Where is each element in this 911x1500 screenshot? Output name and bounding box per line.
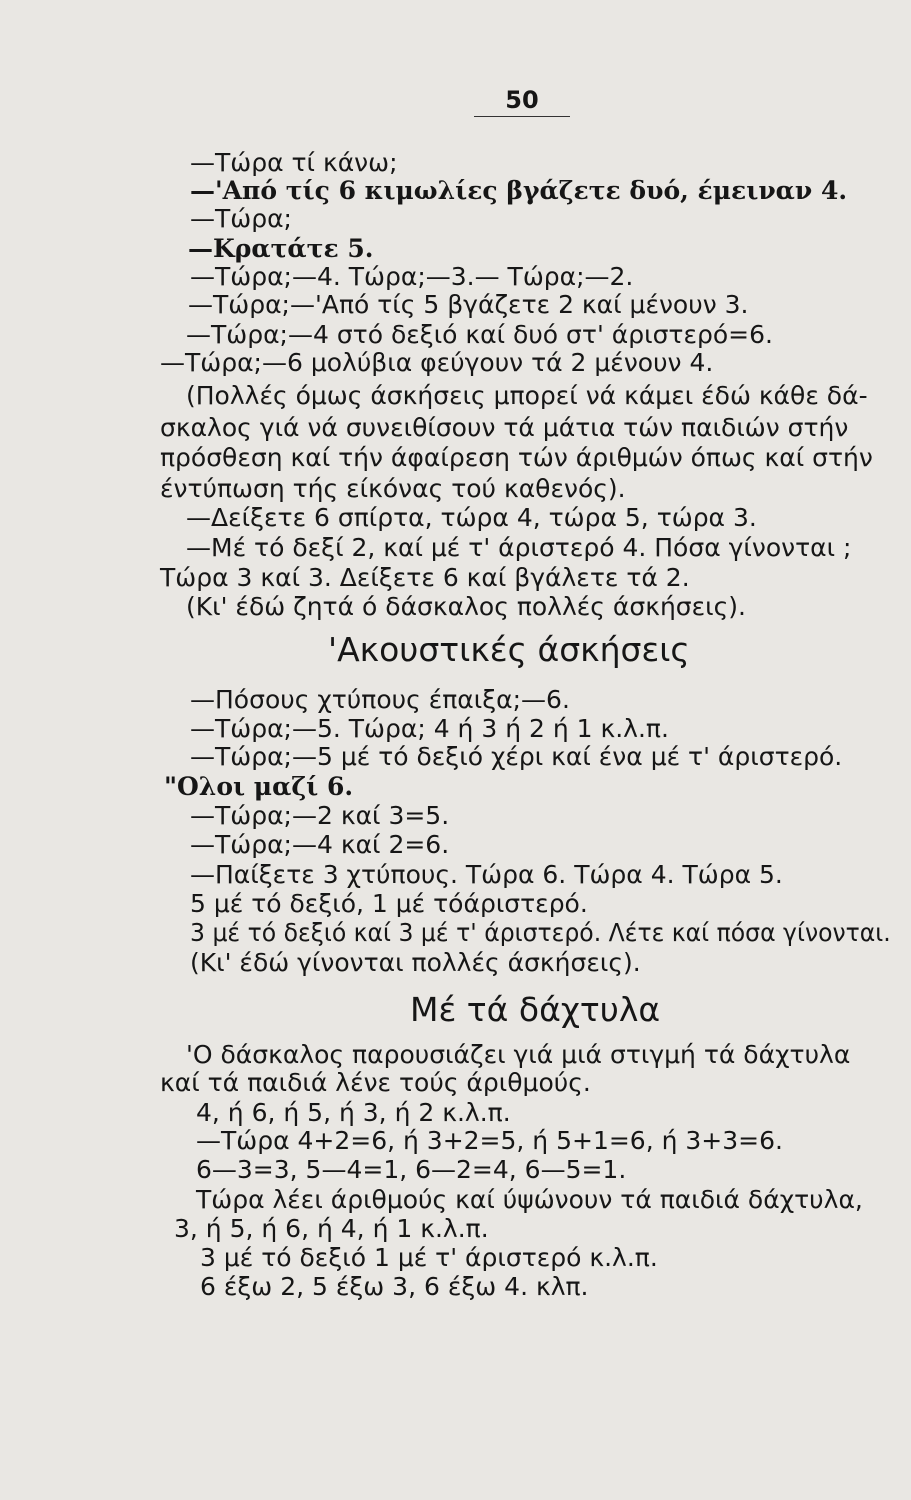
text-line: —Τώρα;—4 καί 2=6.: [190, 830, 450, 859]
text-line: —Τώρα;—'Από τίς 5 βγάζετε 2 καί μένουν 3.: [188, 290, 749, 319]
text-line: πρόσθεση καί τήν άφαίρεση τών άριθμών όπως καί στήν: [160, 443, 873, 472]
text-line: —Μέ τό δεξί 2, καί μέ τ' άριστερό 4. Πόσα γίνονται ;: [186, 533, 852, 562]
text-line: 6—3=3, 5—4=1, 6—2=4, 6—5=1.: [196, 1155, 627, 1184]
text-line: —Τώρα τί κάνω;: [190, 148, 398, 177]
text-line: (Πολλές όμως άσκήσεις μπορεί νά κάμει έδώ κάθε δά-: [186, 381, 868, 410]
text-line: —Τώρα 4+2=6, ή 3+2=5, ή 5+1=6, ή 3+3=6.: [196, 1126, 783, 1155]
text-line: Τώρα λέει άριθμούς καί ύψώνουν τά παιδιά δάχτυλα,: [196, 1185, 863, 1214]
text-line: "Ολοι μαζί 6.: [164, 772, 354, 801]
section-heading: 'Ακουστικές άσκήσεις: [328, 630, 690, 669]
text-line: —Τώρα;—5 μέ τό δεξιό χέρι καί ένα μέ τ' άριστερό.: [190, 742, 843, 771]
text-line: —Δείξετε 6 σπίρτα, τώρα 4, τώρα 5, τώρα 3.: [186, 503, 757, 532]
text-line: Τώρα 3 καί 3. Δείξετε 6 καί βγάλετε τά 2.: [160, 563, 690, 592]
text-line: 6 έξω 2, 5 έξω 3, 6 έξω 4. κλπ.: [200, 1272, 589, 1301]
text-line: καί τά παιδιά λένε τούς άριθμούς.: [160, 1068, 591, 1097]
text-line: —Τώρα;: [190, 204, 292, 233]
section-heading: Μέ τά δάχτυλα: [410, 990, 661, 1029]
page-number: 50: [474, 86, 570, 117]
text-line: —Τώρα;—2 καί 3=5.: [190, 801, 450, 830]
text-line: 5 μέ τό δεξιό, 1 μέ τόάριστερό.: [190, 889, 588, 918]
text-line: —Τώρα;—4 στό δεξιό καί δυό στ' άριστερό=6.: [186, 320, 773, 349]
text-line: —Τώρα;—4. Τώρα;—3.— Τώρα;—2.: [190, 262, 634, 291]
text-line: 3, ή 5, ή 6, ή 4, ή 1 κ.λ.π.: [174, 1214, 489, 1243]
text-line: 3 μέ τό δεξιό καί 3 μέ τ' άριστερό. Λέτε καί πόσα γίνονται.: [190, 918, 891, 947]
text-line: 4, ή 6, ή 5, ή 3, ή 2 κ.λ.π.: [196, 1098, 511, 1127]
text-line: 3 μέ τό δεξιό 1 μέ τ' άριστερό κ.λ.π.: [200, 1243, 658, 1272]
text-line: —Τώρα;—6 μολύβια φεύγουν τά 2 μένουν 4.: [160, 348, 714, 377]
text-line: (Κι' έδώ γίνονται πολλές άσκήσεις).: [190, 948, 641, 977]
text-line: —Τώρα;—5. Τώρα; 4 ή 3 ή 2 ή 1 κ.λ.π.: [190, 714, 669, 743]
text-line: σκαλος γιά νά συνειθίσουν τά μάτια τών παιδιών στήν: [160, 413, 849, 442]
text-line: —Πόσους χτύπους έπαιξα;—6.: [190, 685, 570, 714]
text-line: —Παίξετε 3 χτύπους. Τώρα 6. Τώρα 4. Τώρα 5.: [190, 860, 783, 889]
text-line: —'Από τίς 6 κιμωλίες βγάζετε δυό, έμειναν 4.: [190, 176, 848, 205]
text-line: 'Ο δάσκαλος παρουσιάζει γιά μιά στιγμή τά δάχτυλα: [186, 1040, 851, 1069]
text-line: —Κρατάτε 5.: [188, 234, 374, 263]
text-line: (Κι' έδώ ζητά ό δάσκαλος πολλές άσκήσεις).: [186, 592, 746, 621]
text-line: έντύπωση τής είκόνας τού καθενός).: [160, 474, 626, 503]
